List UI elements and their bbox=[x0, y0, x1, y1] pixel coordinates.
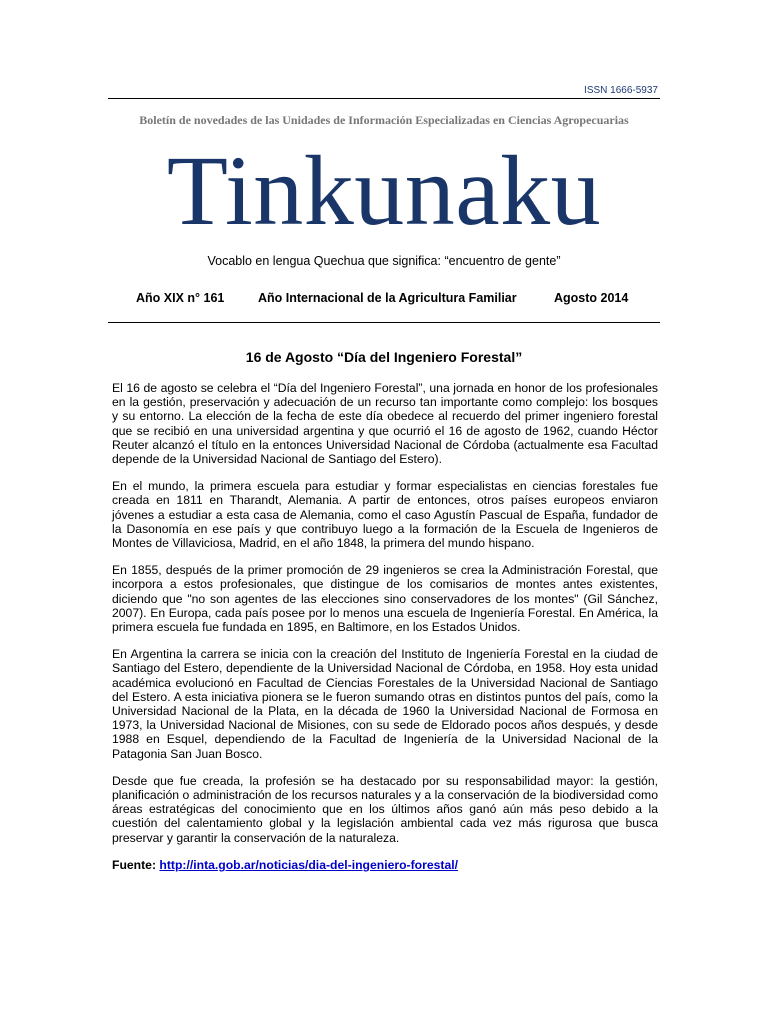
issn-number: ISSN 1666-5937 bbox=[584, 85, 658, 96]
masthead-tagline: Vocablo en lengua Quechua que significa: “encuentro de gente” bbox=[207, 254, 561, 268]
bulletin-subtitle: Boletín de novedades de las Unidades de Información Especializadas en Ciencias Agropecuarias bbox=[139, 113, 629, 127]
masthead-title: Tinkunaku bbox=[166, 135, 602, 246]
article-paragraph: En Argentina la carrera se inicia con la creación del Instituto de Ingeniería Forestal en la ciudad de Santiago del Estero, dependiente de la Universidad Nacional de Córdoba, en 1958. Hoy esta unidad académica evolucionó en Facultad de Ciencias Forestales de la Universidad Nacional de Santiago del Estero. A esta iniciativa pionera se le fueron sumando otras en distintos puntos del país, como la Universidad Nacional de la Plata, en la década de 1960 la Universidad Nacional de Formosa en 1973, la Universidad Nacional de Misiones, con su sede de Eldorado pocos años después, y desde 1988 en Esquel, dependiendo de la Facultad de Ingeniería de la Universidad Nacional de la Patagonia San Juan Bosco. bbox=[112, 647, 658, 761]
article-title: 16 de Agosto “Día del Ingeniero Forestal” bbox=[245, 349, 523, 365]
issue-theme: Año Internacional de la Agricultura Familiar bbox=[258, 291, 517, 305]
article-source bbox=[112, 858, 658, 872]
article-paragraph: En el mundo, la primera escuela para estudiar y formar especialistas en ciencias forestales fue creada en 1811 en Tharandt, Alemania. A partir de entonces, otros países europeos enviaron jóvenes a estudiar a esta casa de Alemania, como el caso Agustín Pascual de España, fundador de la Dasonomía en ese país y que contribuyo luego a la formación de la Escuela de Ingenieros de Montes de Villaviciosa, Madrid, en el año 1848, la primera del mundo hispano. bbox=[112, 479, 658, 551]
article-body bbox=[112, 381, 658, 872]
article-paragraph: En 1855, después de la primer promoción de 29 ingenieros se crea la Administración Forestal, que incorpora a estos profesionales, que distingue de los comisarios de montes antes existentes, diciendo que "no son agentes de las elecciones sino conservadores de los montes" (Gil Sánchez, 2007). En Europa, cada país posee por lo menos una escuela de Ingeniería Forestal. En América, la primera escuela fue fundada en 1895, en Baltimore, en los Estados Unidos. bbox=[112, 563, 658, 635]
source-label: Fuente: bbox=[112, 857, 157, 872]
article-paragraph: El 16 de agosto se celebra el “Día del Ingeniero Forestal”, una jornada en honor de los profesionales en la gestión, preservación y adecuación de un recurso tan importante como complejo: los bosques y su entorno. La elección de la fecha de este día obedece al recuerdo del primer ingeniero forestal que se recibió en una universidad argentina y que ocurrió el 16 de agosto de 1962, cuando Héctor Reuter alcanzó el título en la entonces Universidad Nacional de Córdoba (actualmente esa Facultad depende de la Universidad Nacional de Santiago del Estero). bbox=[112, 381, 658, 467]
header-divider bbox=[108, 322, 660, 323]
issue-date: Agosto 2014 bbox=[554, 291, 629, 305]
top-divider bbox=[108, 98, 660, 99]
article-paragraph: Desde que fue creada, la profesión se ha destacado por su responsabilidad mayor: la gestión, planificación o administración de los recursos naturales y a la conservación de la biodiversidad como áreas estratégicas del conocimiento que en los últimos años ganó aún más peso debido a la cuestión del calentamiento global y la legislación ambiental cada vez más rigurosa que busca preservar y garantir la conservación de la naturaleza. bbox=[112, 773, 658, 845]
issue-number: Año XIX n° 161 bbox=[136, 291, 225, 305]
source-link[interactable]: http://inta.gob.ar/noticias/dia-del-ingeniero-forestal/ bbox=[159, 857, 459, 872]
